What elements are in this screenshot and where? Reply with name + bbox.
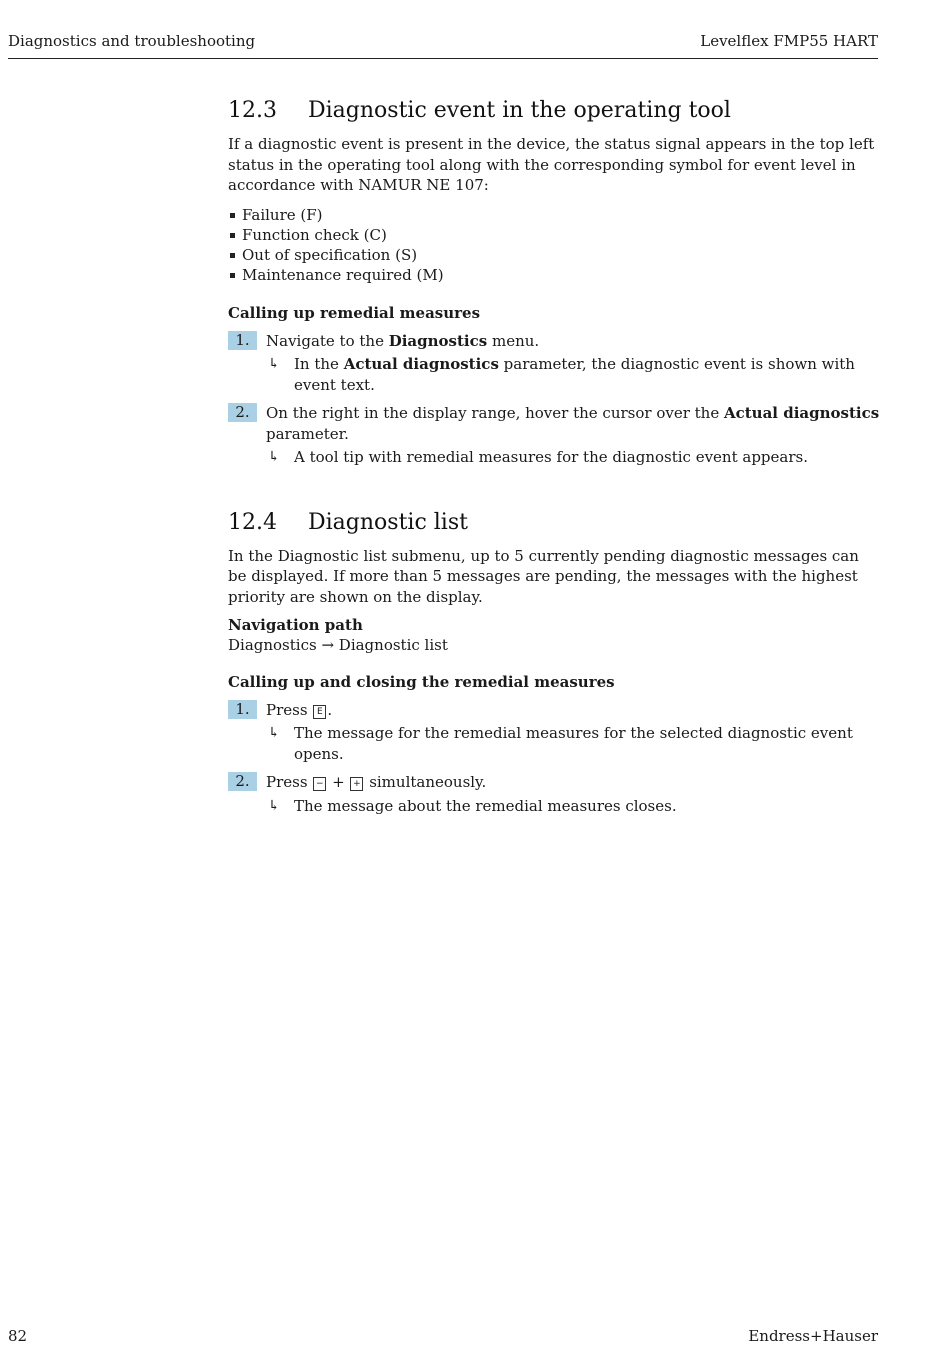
- step-result: [228, 723, 880, 764]
- step-result: [228, 354, 880, 395]
- header-product-name: Levelflex FMP55 HART: [700, 32, 878, 50]
- section-title: Diagnostic event in the operating tool: [308, 98, 731, 123]
- list-item: Function check (C): [228, 225, 880, 245]
- enter-key-icon: E: [313, 705, 326, 719]
- section-number: 12.4: [228, 509, 277, 535]
- step-text: parameter.: [266, 424, 349, 443]
- page-header: [8, 30, 878, 59]
- navigation-path: Diagnostics → Diagnostic list: [228, 636, 448, 655]
- step-number-badge: 2.: [228, 403, 257, 422]
- section-intro: In the Diagnostic list submenu, up to 5 currently pending diagnostic messages can be displayed. If more than 5 messages are pending, the messages with the highest priority are shown on the display.: [228, 546, 859, 606]
- step-number-badge: 2.: [228, 772, 257, 791]
- step-item: [228, 772, 880, 793]
- result-text: The message about the remedial measures closes.: [294, 796, 677, 815]
- result-text: The message for the remedial measures for the selected diagnostic event opens.: [294, 724, 853, 763]
- result-arrow-icon: ↳: [268, 797, 280, 814]
- result-arrow-icon: ↳: [268, 356, 280, 373]
- page-number: 82: [8, 1327, 28, 1345]
- navigation-path-heading: Navigation path: [228, 616, 363, 635]
- list-item: Out of specification (S): [228, 245, 880, 265]
- section-heading-12-3: [228, 96, 880, 126]
- minus-key-icon: −: [313, 777, 326, 791]
- step-text: simultaneously.: [364, 773, 487, 792]
- step-text: Press: [266, 700, 313, 719]
- step-number-badge: 1.: [228, 700, 257, 719]
- step-number-badge: 1.: [228, 331, 257, 350]
- step-result: [228, 796, 880, 817]
- result-text: parameter, the diagnostic event is shown with event text.: [294, 355, 855, 394]
- step-result: [228, 447, 880, 468]
- step-item: [228, 700, 880, 721]
- step-text: On the right in the display range, hover the cursor over the: [266, 404, 724, 423]
- list-item: Maintenance required (M): [228, 265, 880, 285]
- parameter-name: Actual diagnostics: [343, 355, 499, 374]
- result-arrow-icon: ↳: [268, 449, 280, 466]
- section-intro: If a diagnostic event is present in the device, the status signal appears in the top left status in the operating tool along with the corresponding symbol for event level in accordance with NAMUR NE 107:: [228, 135, 875, 194]
- parameter-name: Actual diagnostics: [723, 404, 880, 423]
- menu-name: Diagnostics: [388, 331, 488, 350]
- section-heading-12-4: [228, 508, 880, 538]
- step-text: .: [327, 700, 333, 719]
- list-item: Failure (F): [228, 205, 880, 225]
- section-number: 12.3: [228, 98, 277, 123]
- section-title: Diagnostic list: [308, 509, 468, 535]
- result-text: A tool tip with remedial measures for the diagnostic event appears.: [294, 448, 808, 467]
- step-text: Navigate to the: [266, 331, 389, 350]
- step-item: [228, 331, 880, 352]
- result-arrow-icon: ↳: [268, 725, 280, 742]
- main-content: [228, 96, 880, 816]
- result-text: In the: [294, 355, 344, 374]
- footer-brand: Endress+Hauser: [748, 1327, 878, 1345]
- subheading-remedial-measures: Calling up remedial measures: [228, 303, 481, 322]
- step-text: menu.: [487, 331, 540, 350]
- header-section-title: Diagnostics and troubleshooting: [8, 32, 256, 50]
- step-text: +: [327, 773, 350, 792]
- subheading-open-close-remedial: Calling up and closing the remedial measures: [228, 672, 615, 691]
- step-item: [228, 403, 880, 444]
- plus-key-icon: +: [350, 777, 363, 791]
- event-level-list: [228, 205, 880, 286]
- step-text: Press: [266, 773, 313, 792]
